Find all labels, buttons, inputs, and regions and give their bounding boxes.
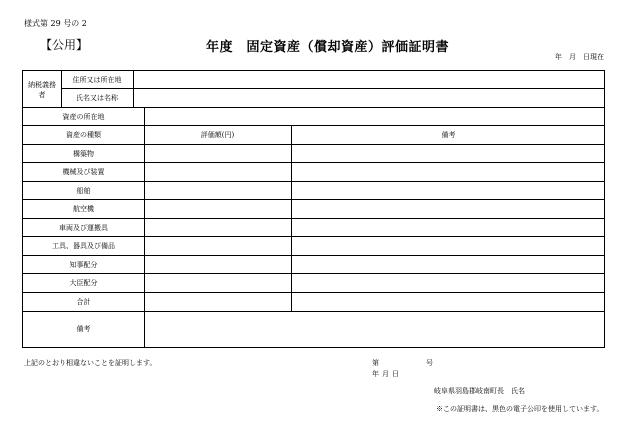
certificate-form bbox=[22, 70, 605, 348]
total-row-label: 合計 bbox=[76, 298, 91, 306]
column-header-remarks: 備考 bbox=[441, 131, 456, 139]
certification-statement: 上記のとおり相違ないことを証明します。 bbox=[24, 359, 157, 367]
remarks-label: 備考 bbox=[76, 325, 91, 333]
address-label: 住所又は所在地 bbox=[72, 76, 122, 84]
asset-row-label: 船舶 bbox=[76, 187, 91, 195]
column-header-asset-type: 資産の種類 bbox=[66, 131, 101, 139]
asset-location-label: 資産の所在地 bbox=[62, 113, 105, 121]
asset-row-label: 構築物 bbox=[73, 150, 94, 158]
asset-row-label: 工具、器具及び備品 bbox=[52, 242, 115, 250]
column-header-valuation: 評価額(円) bbox=[200, 131, 235, 139]
form-number: 様式第 29 号の 2 bbox=[24, 19, 87, 28]
asset-row-label: 機械及び装置 bbox=[62, 168, 105, 176]
issue-date: 年月日 bbox=[372, 370, 402, 378]
asset-row-label: 知事配分 bbox=[69, 261, 98, 269]
asset-row-label: 大臣配分 bbox=[69, 279, 98, 287]
public-use-label: 【公用】 bbox=[40, 38, 89, 52]
current-as-of-date: 年 月 日現在 bbox=[555, 53, 604, 61]
asset-row-label: 航空機 bbox=[73, 205, 94, 213]
certificate-number-suffix: 号 bbox=[426, 359, 433, 367]
taxpayer-label: 納税義務者 bbox=[28, 81, 56, 99]
seal-note: ※この証明書は、黒色の電子公印を使用しています。 bbox=[436, 405, 604, 413]
name-label: 氏名又は名称 bbox=[76, 94, 118, 102]
document-title: 年度 固定資産（償却資産）評価証明書 bbox=[206, 40, 450, 55]
certificate-number-prefix: 第 bbox=[372, 359, 379, 367]
asset-row-label: 車両及び運搬具 bbox=[59, 224, 108, 232]
issuer-name: 岐阜県羽島郡岐南町長 氏名 bbox=[434, 387, 525, 395]
